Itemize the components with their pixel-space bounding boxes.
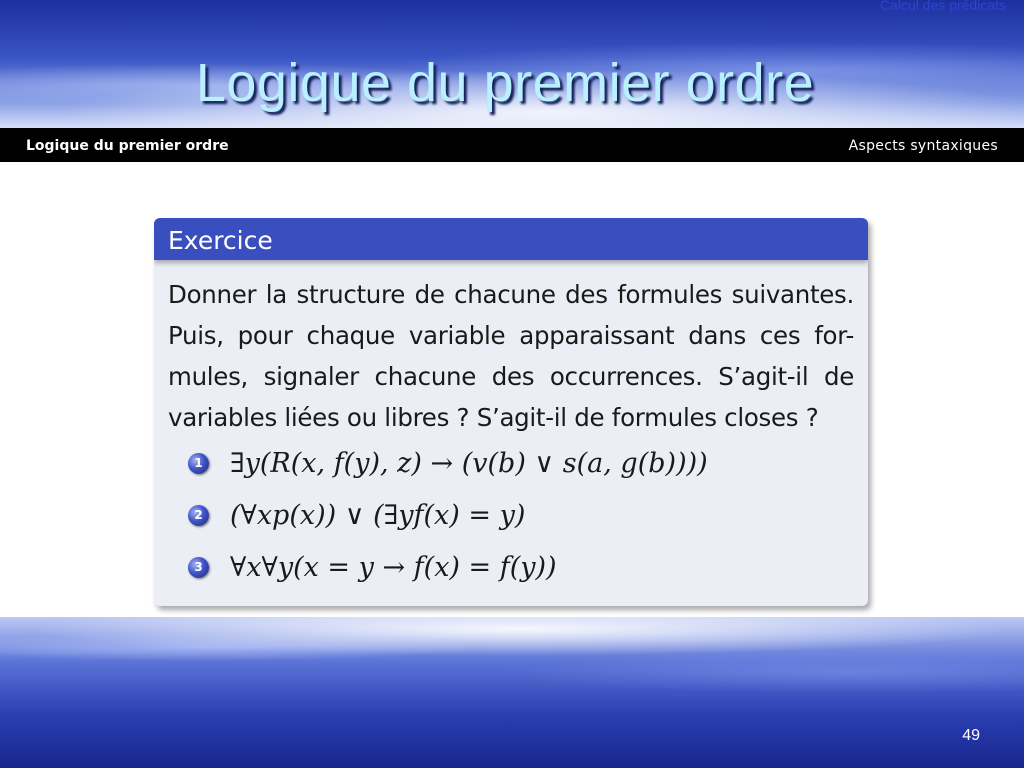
formula-list	[168, 438, 854, 594]
page-number: 49	[962, 727, 980, 744]
exercise-block	[154, 218, 868, 606]
numbered-bullet-icon: 1	[188, 453, 209, 474]
bar-section-title: Logique du premier ordre	[26, 138, 229, 154]
header-band	[0, 0, 1024, 128]
formula-1: ∃y(R(x, f(y), z) → (v(b) ∨ s(a, g(b))))	[230, 448, 708, 479]
formula-3: ∀x∀y(x = y → f(x) = f(y))	[230, 552, 557, 583]
numbered-bullet-icon: 2	[188, 505, 209, 526]
list-item	[168, 542, 854, 594]
beamer-header-bar	[0, 128, 1024, 162]
numbered-bullet-icon: 3	[188, 557, 209, 578]
exercise-text: Donner la structure de chacune des formules suivantes. Puis, pour chaque variable apparaissant dans ces for-mules, signaler chacune des occurrences. S’agit-il de variables liées ou libres ? S’agit-il de formules closes ?	[168, 280, 854, 432]
list-item	[168, 490, 854, 542]
list-item	[168, 438, 854, 490]
footer-band	[0, 617, 1024, 768]
block-title: Exercice	[154, 218, 868, 260]
corner-label: Calcul des prédicats	[879, 0, 1006, 13]
block-body	[154, 260, 868, 594]
bar-subsection-title: Aspects syntaxiques	[848, 138, 998, 154]
formula-2: (∀xp(x)) ∨ (∃yf(x) = y)	[230, 500, 526, 531]
slide-title: Logique du premier ordre	[195, 53, 815, 114]
